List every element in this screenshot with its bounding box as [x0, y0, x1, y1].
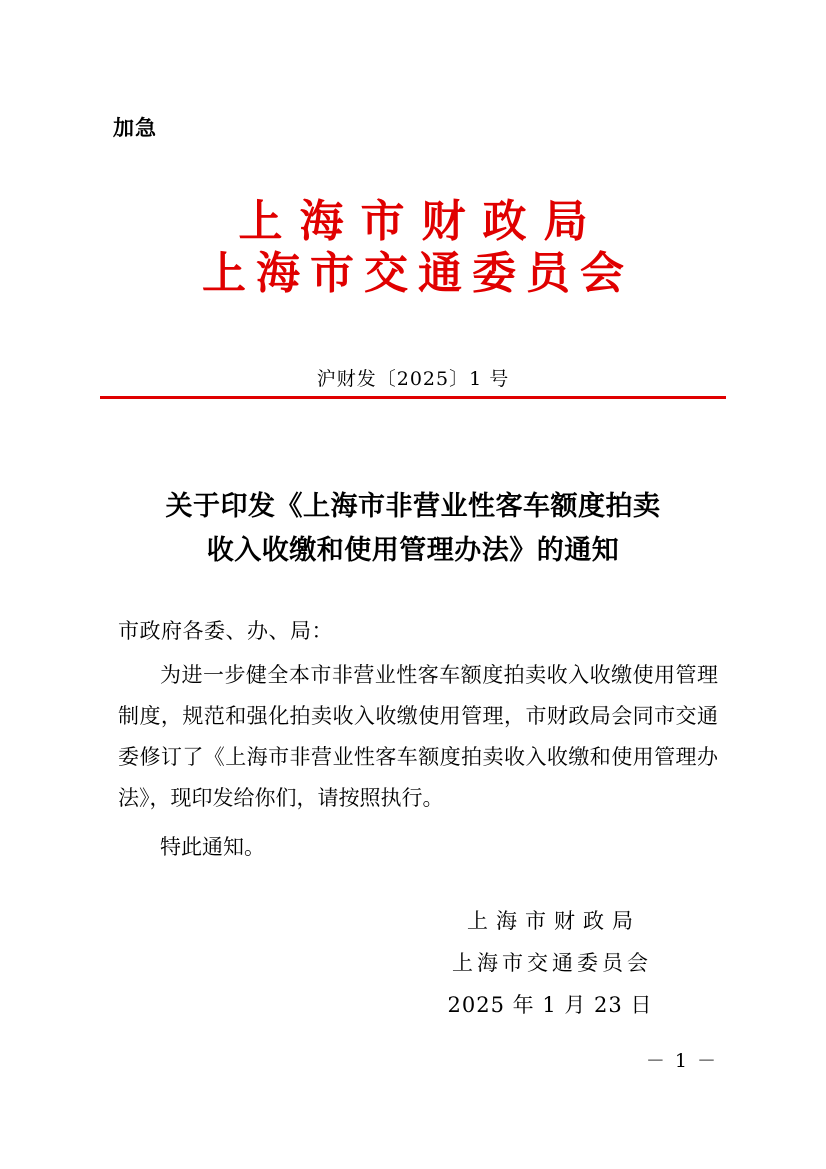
urgency-label: 加急 — [113, 116, 157, 140]
page-title — [113, 485, 713, 572]
issuing-agency-line-1: 上海市财政局 — [238, 196, 605, 247]
document-number: 沪财发〔2025〕1 号 — [316, 368, 510, 390]
body-text — [118, 655, 718, 868]
page-number: － 1 － — [645, 1050, 718, 1072]
salutation: 市政府各委、办、局： — [118, 619, 333, 643]
signature-block — [400, 900, 700, 1026]
issuing-agency-line-2: 上海市交通委员会 — [202, 247, 634, 299]
signature-organization-1: 上海市财政局 — [467, 909, 641, 933]
title-line-1: 关于印发《上海市非营业性客车额度拍卖 — [165, 491, 661, 522]
title-line-2: 收入收缴和使用管理办法》的通知 — [206, 534, 620, 566]
red-separator-rule — [100, 396, 726, 399]
body-paragraph-1: 为进一步健全本市非营业性客车额度拍卖收入收缴使用管理制度，规范和强化拍卖收入收缴使用管理，市财政局会同市交通委修订了《上海市非营业性客车额度拍卖收入收缴和使用管理办法》，现印发给你们，请按照执行。 — [118, 663, 718, 810]
masthead — [0, 196, 826, 300]
body-paragraph-2: 特此通知。 — [160, 834, 265, 859]
signature-date: 2025 年 1 月 23 日 — [447, 993, 653, 1017]
signature-organization-2: 上海市交通委员会 — [452, 951, 652, 975]
